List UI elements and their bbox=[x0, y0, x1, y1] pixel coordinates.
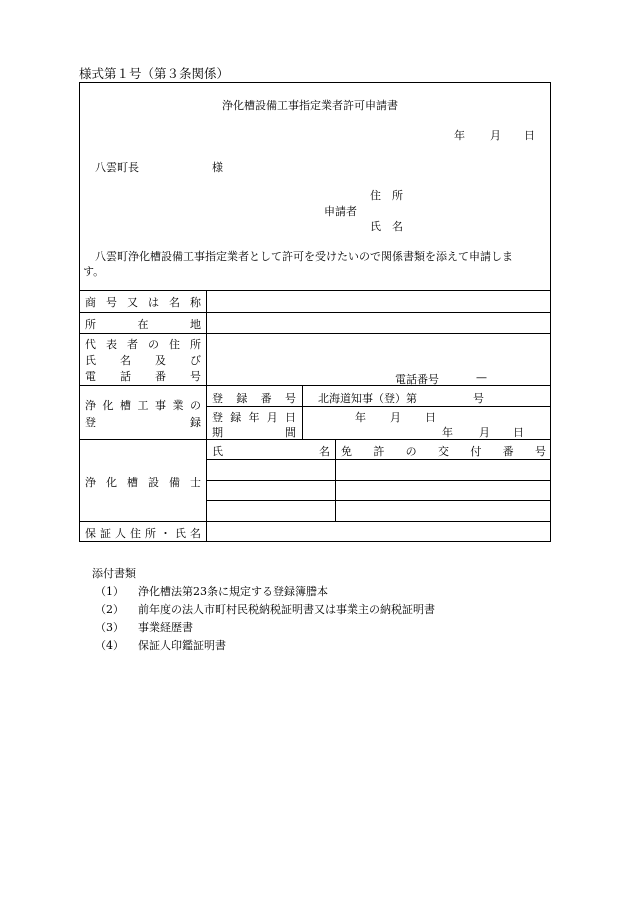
representative-label-line3: 電 話 番 号 bbox=[85, 370, 201, 383]
applicant-label: 申請者 bbox=[324, 205, 357, 218]
location-label: 所 在 地 bbox=[85, 318, 201, 331]
trade-name-field[interactable] bbox=[207, 291, 550, 311]
form-title: 浄化槽設備工事指定業者許可申請書 bbox=[222, 99, 398, 112]
guarantor-field[interactable] bbox=[207, 522, 550, 541]
date-day: 日 bbox=[524, 129, 535, 142]
reg-date-label-line2: 期 間 bbox=[212, 426, 296, 439]
reg-number-prefix: 北海道知事（登）第 bbox=[318, 392, 417, 405]
reg-date-end-month: 月 bbox=[479, 426, 490, 439]
reg-number-field[interactable] bbox=[426, 387, 470, 405]
engineer-name-header: 氏 名 bbox=[212, 445, 330, 458]
reg-date-start-day: 日 bbox=[425, 411, 436, 424]
addressee-honorific: 様 bbox=[212, 161, 223, 174]
trade-name-label: 商 号 又 は 名 称 bbox=[85, 296, 201, 309]
phone-dash: — bbox=[476, 371, 487, 384]
attachments-title: 添付書類 bbox=[92, 567, 136, 580]
engineer-license-header: 免 許 の 交 付 番 号 bbox=[341, 445, 546, 458]
engineer-name-field-3[interactable] bbox=[207, 501, 334, 520]
reg-date-end-day: 日 bbox=[513, 426, 524, 439]
engineer-name-field-2[interactable] bbox=[207, 481, 334, 499]
body-text-line2: す。 bbox=[83, 265, 105, 278]
addressee-name: 八雲町長 bbox=[95, 161, 139, 174]
reg-date-start-month: 月 bbox=[390, 411, 401, 424]
address-label: 住 所 bbox=[370, 189, 403, 202]
date-month: 月 bbox=[490, 129, 501, 142]
location-field[interactable] bbox=[207, 313, 550, 332]
representative-field[interactable] bbox=[207, 334, 550, 384]
engineer-name-field-1[interactable] bbox=[207, 460, 334, 479]
phone-label: 電話番号 bbox=[395, 373, 439, 386]
engineer-license-field-3[interactable] bbox=[336, 501, 550, 520]
representative-label-line1: 代 表 者 の 住 所 bbox=[85, 338, 201, 351]
registration-label-line1: 浄 化 槽 工 事 業 の bbox=[85, 399, 201, 412]
form-number-label: 様式第１号（第３条関係） bbox=[79, 66, 230, 81]
reg-number-label: 登 録 番 号 bbox=[212, 392, 296, 405]
engineer-license-field-1[interactable] bbox=[336, 460, 550, 479]
reg-date-label-line1: 登 録 年 月 日 bbox=[212, 411, 296, 424]
name-label: 氏 名 bbox=[370, 220, 403, 233]
reg-number-suffix: 号 bbox=[473, 392, 484, 405]
registration-label-line2: 登 録 bbox=[85, 416, 201, 429]
representative-label-line2: 氏 名 及 び bbox=[85, 354, 201, 367]
body-text-line1: 八雲町浄化槽設備工事指定業者として許可を受けたいので関係書類を添えて申請しま bbox=[95, 250, 513, 263]
engineer-label: 浄 化 槽 設 備 士 bbox=[85, 476, 201, 489]
date-year: 年 bbox=[454, 129, 465, 142]
guarantor-label: 保 証 人 住 所 ・ 氏 名 bbox=[85, 527, 201, 540]
reg-date-start-year: 年 bbox=[355, 411, 366, 424]
reg-date-field[interactable] bbox=[303, 407, 550, 438]
engineer-license-field-2[interactable] bbox=[336, 481, 550, 499]
reg-date-end-year: 年 bbox=[442, 426, 453, 439]
